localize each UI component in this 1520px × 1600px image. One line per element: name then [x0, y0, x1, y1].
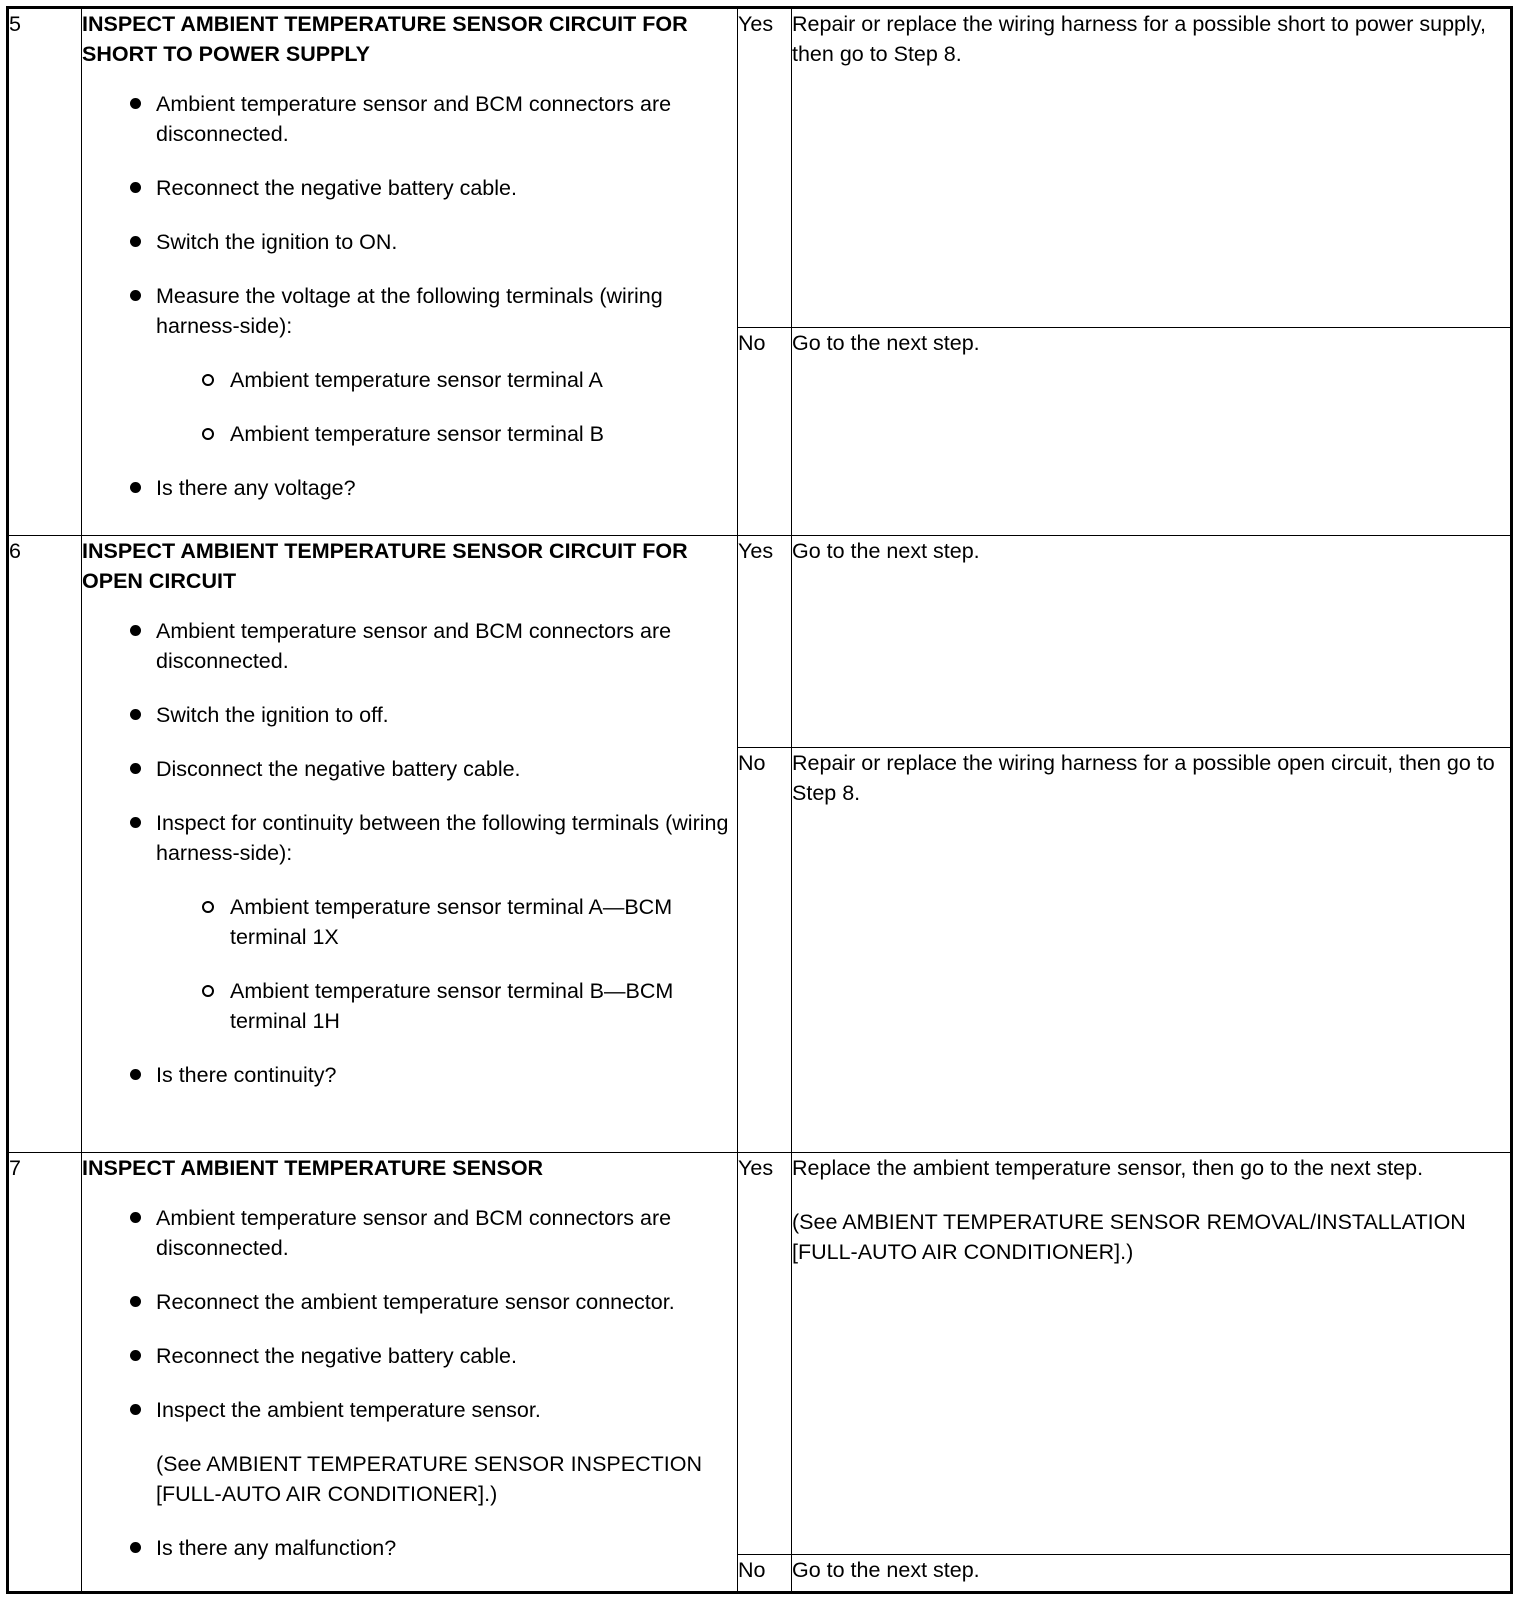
action-text: Repair or replace the wiring harness for a possible short to power supply, then go to Step 8.: [792, 12, 1486, 66]
sub-bullet-item: Ambient temperature sensor terminal B: [200, 419, 737, 449]
diagnostic-procedure-document: [6, 6, 1510, 1594]
step-bullet-list: [82, 1203, 737, 1563]
bullet-item: Disconnect the negative battery cable.: [126, 754, 737, 784]
sub-bullet-list: [156, 892, 737, 1036]
answer-yes-label: Yes: [738, 8, 792, 328]
step-number: 6: [8, 535, 82, 1152]
yes-action: [792, 1153, 1512, 1555]
bullet-item: Ambient temperature sensor and BCM connectors are disconnected.: [126, 616, 737, 676]
bullet-text: Measure the voltage at the following terminals (wiring harness-side):: [156, 284, 663, 338]
step-bullet-list: [82, 89, 737, 503]
step-description: [82, 1153, 738, 1593]
bullet-item: Is there any voltage?: [126, 473, 737, 503]
step-row-6-yes: [8, 535, 1512, 747]
step-title: INSPECT AMBIENT TEMPERATURE SENSOR CIRCUIT FOR SHORT TO POWER SUPPLY: [82, 12, 688, 66]
answer-no-label: No: [738, 747, 792, 1152]
bullet-item: [126, 1395, 737, 1509]
bullet-item: Is there any malfunction?: [126, 1533, 737, 1563]
step-number: 7: [8, 1153, 82, 1593]
bullet-item: [126, 281, 737, 449]
bullet-item: [126, 808, 737, 1036]
step-title: INSPECT AMBIENT TEMPERATURE SENSOR CIRCUIT FOR OPEN CIRCUIT: [82, 538, 688, 593]
bullet-item: Reconnect the negative battery cable.: [126, 173, 737, 203]
step-description: [82, 8, 738, 536]
bullet-item: Switch the ignition to off.: [126, 700, 737, 730]
sub-bullet-item: Ambient temperature sensor terminal A: [200, 365, 737, 395]
step-row-7-yes: [8, 1153, 1512, 1555]
answer-no-label: No: [738, 328, 792, 536]
bullet-item: Is there continuity?: [126, 1060, 737, 1090]
bullet-item: Reconnect the negative battery cable.: [126, 1341, 737, 1371]
no-action: [792, 1555, 1512, 1593]
no-action: [792, 747, 1512, 1152]
step-description: [82, 535, 738, 1152]
step-number: 5: [8, 8, 82, 536]
diagnostic-steps-table: [6, 6, 1513, 1594]
bullet-text: Inspect the ambient temperature sensor.: [156, 1398, 541, 1423]
bullet-text: Inspect for continuity between the following terminals (wiring harness-side):: [156, 810, 729, 865]
yes-action: [792, 535, 1512, 747]
action-text: Go to the next step.: [792, 538, 980, 563]
see-reference: (See AMBIENT TEMPERATURE SENSOR REMOVAL/INSTALLATION [FULL-AUTO AIR CONDITIONER].): [792, 1210, 1466, 1265]
bullet-item: Ambient temperature sensor and BCM connectors are disconnected.: [126, 89, 737, 149]
sub-bullet-item: Ambient temperature sensor terminal B—BCM terminal 1H: [200, 976, 737, 1036]
action-text: Go to the next step.: [792, 331, 980, 355]
answer-yes-label: Yes: [738, 535, 792, 747]
step-title: INSPECT AMBIENT TEMPERATURE SENSOR: [82, 1156, 544, 1181]
action-text: Go to the next step.: [792, 1558, 980, 1583]
action-text: Replace the ambient temperature sensor, then go to the next step.: [792, 1156, 1424, 1181]
answer-yes-label: Yes: [738, 1153, 792, 1555]
step-bullet-list: [82, 616, 737, 1090]
sub-bullet-list: [156, 365, 737, 449]
answer-no-label: No: [738, 1555, 792, 1593]
no-action: [792, 328, 1512, 536]
step-row-5-yes: [8, 8, 1512, 328]
bullet-item: Ambient temperature sensor and BCM connectors are disconnected.: [126, 1203, 737, 1263]
action-text: Repair or replace the wiring harness for a possible open circuit, then go to Step 8.: [792, 750, 1495, 805]
bullet-item: Reconnect the ambient temperature sensor connector.: [126, 1287, 737, 1317]
bullet-item: Switch the ignition to ON.: [126, 227, 737, 257]
see-reference: (See AMBIENT TEMPERATURE SENSOR INSPECTION [FULL-AUTO AIR CONDITIONER].): [156, 1452, 702, 1507]
sub-bullet-item: Ambient temperature sensor terminal A—BCM terminal 1X: [200, 892, 737, 952]
yes-action: [792, 8, 1512, 328]
